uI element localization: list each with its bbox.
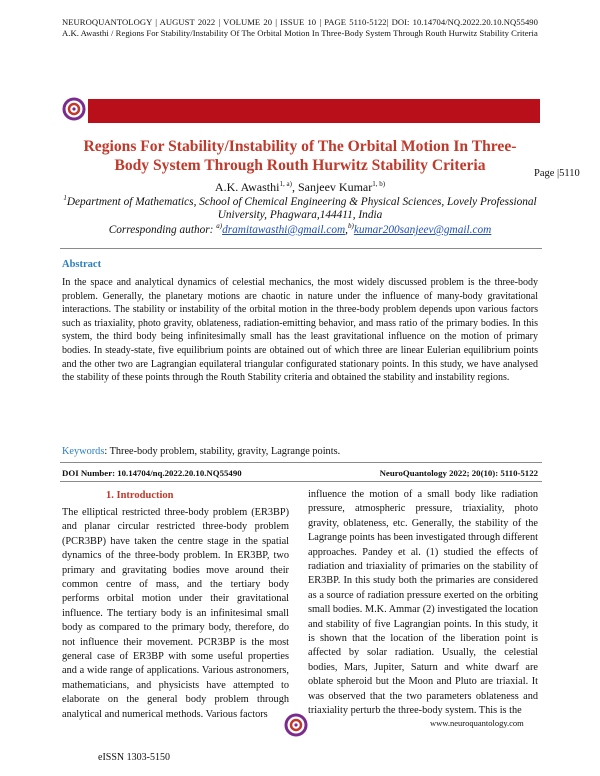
intro-heading: 1. Introduction bbox=[106, 490, 174, 501]
email-b-sup: b) bbox=[347, 222, 354, 230]
paper-title: Regions For Stability/Instability of The Orbital Motion In Three-Body System Through Routh Hurwitz Stability Criteria bbox=[83, 138, 517, 174]
journal-citation: NeuroQuantology 2022; 20(10): 5110-5122 bbox=[379, 468, 538, 478]
divider-top bbox=[60, 248, 542, 249]
abstract-text: In the space and analytical dynamics of celestial mechanics, the most widely discussed problem is the three-body problem. Generally, the planetary motions are chaotic in nature under the influence of many-body gravitational interactions. The stability or instability of the orbital motion in the three-body problem depends upon various factors such as triaxiality, photo gravity, oblateness, radiation-emitting behavior, and mass ratio of the primary bodies. In this system, the third body being infinitesimally small has the least gravitational influence on the motion of primary bodies. In steady-state, five equilibrium points are obtained out of which three are linear Eulerian equilibrium points and the other two are Lagrangian equilateral triangular configurated stationary points. In this study, we have analysed the stability of these points through the Routh Stability criteria and obtained the stability and instability regions. bbox=[62, 277, 538, 384]
corresponding-author bbox=[62, 219, 538, 237]
intro-column-left: The elliptical restricted three-body problem (ER3BP) and planar circular restricted three-body problem (PCR3BP) have taken the centre stage in the spatial dynamics of the three-body problem. In ER3BP, two primary and gravitating bodies move around their common centre of mass, and the tertiary body performs orbital motion under their gravitational influence. The tertiary body is an infinitesimal small body as compared to the primary body, therefore, do not influence their movement. PCR3BP is the most general case of ER3BP with some useful properties and a wide range of applications. Various astronomers, mathematicians, and physicists have attempted to elaborate on the general body problem through analytical and numerical methods. Various factors bbox=[62, 507, 289, 720]
email-separator: , bbox=[345, 223, 348, 236]
footer-eissn: eISSN 1303-5150 bbox=[98, 752, 170, 763]
doi-number: DOI Number: 10.14704/nq.2022.20.10.NQ55490 bbox=[62, 468, 242, 478]
affiliation-sup: 1 bbox=[63, 194, 67, 202]
header-red-bar bbox=[88, 99, 540, 123]
author-separator: , bbox=[291, 180, 298, 194]
author-1-sup: 1, a) bbox=[279, 180, 292, 188]
author-2-sup: 1, b) bbox=[372, 180, 386, 188]
abstract-heading: Abstract bbox=[62, 259, 102, 270]
email-a-sup: a) bbox=[216, 222, 223, 230]
keywords-text: : Three-body problem, stability, gravity, Lagrange points. bbox=[104, 446, 341, 457]
footer-website[interactable]: www.neuroquantology.com bbox=[430, 718, 524, 728]
author-1-name: A.K. Awasthi bbox=[214, 180, 280, 194]
intro-column-right: influence the motion of a small body like radiation pressure, atmospheric pressure, triaxiality, photo gravity, oblateness, etc. Generally, the stability of the Lagrange points has been investigated through different approaches. Pandey et al. (1) studied the effects of radiation and triaxiality of primaries on the stability of ER3BP. In this study both the primaries are considered as a source of radiation pressure exerted on the orbiting small bodies. M.K. Ammar (2) investigated the location and stability of five Lagrangian points. In this study, it is shown that the location of the liberation point is affected by solar radiation. Usually, the celestial bodies, Mars, Jupiter, Saturn and white dwarf are oblate spheroid but the Moon and Pluto are triaxial. It was observed that the two parameters oblateness and triaxiality perturb the three-body system. This is the bbox=[308, 489, 538, 717]
header-meta: NEUROQUANTOLOGY | AUGUST 2022 | VOLUME 20 | ISSUE 10 | PAGE 5110-5122| DOI: 10.14704/NQ.2022.20.10.NQ55490 A.K. Awasthi / Regions For Stability/Instability Of The Orbital Motion In Three-Body System Through Routh Hurwitz Stability Criteria bbox=[62, 17, 538, 38]
affiliation-text: Department of Mathematics, School of Chemical Engineering & Physical Sciences, Lovely Professional University, Phagwara,144411, India bbox=[66, 195, 537, 222]
keywords-label: Keywords bbox=[62, 446, 105, 457]
footer-logo-icon bbox=[284, 713, 308, 737]
email-link-a[interactable]: dramitawasthi@gmail.com bbox=[222, 223, 346, 236]
keywords bbox=[62, 446, 538, 457]
email-link-b[interactable]: kumar200sanjeev@gmail.com bbox=[353, 223, 492, 236]
corresponding-label: Corresponding author: bbox=[108, 223, 217, 236]
author-2-name: Sanjeev Kumar bbox=[297, 180, 373, 194]
page-label: Page |5110 bbox=[534, 168, 580, 179]
divider-doi-bottom bbox=[60, 481, 542, 482]
journal-logo-icon bbox=[62, 97, 86, 121]
divider-doi-top bbox=[60, 462, 542, 463]
